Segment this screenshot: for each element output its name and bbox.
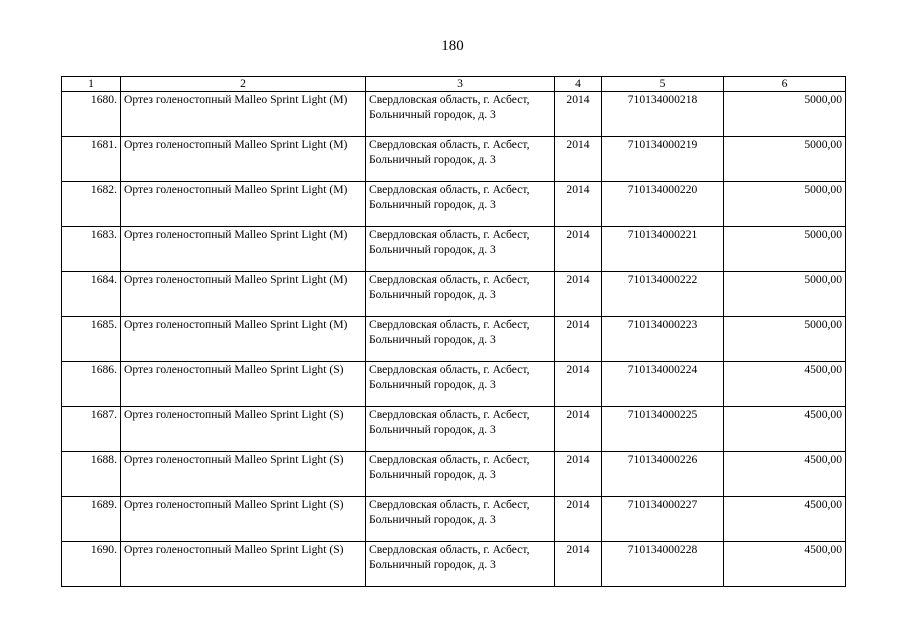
price-cell: 4500,00 bbox=[724, 542, 846, 587]
table-row bbox=[62, 182, 846, 227]
column-header: 1 bbox=[62, 77, 121, 92]
address-cell: Свердловская область, г. Асбест, Больничный городок, д. 3 bbox=[366, 362, 555, 407]
address-cell: Свердловская область, г. Асбест, Больничный городок, д. 3 bbox=[366, 182, 555, 227]
year-cell: 2014 bbox=[555, 452, 602, 497]
row-number-cell: 1685. bbox=[62, 317, 121, 362]
row-number-cell: 1684. bbox=[62, 272, 121, 317]
item-name-cell: Ортез голеностопный Malleo Sprint Light (S) bbox=[121, 452, 366, 497]
row-number-cell: 1686. bbox=[62, 362, 121, 407]
table-row bbox=[62, 542, 846, 587]
address-cell: Свердловская область, г. Асбест, Больничный городок, д. 3 bbox=[366, 317, 555, 362]
address-cell: Свердловская область, г. Асбест, Больничный городок, д. 3 bbox=[366, 92, 555, 137]
price-cell: 5000,00 bbox=[724, 272, 846, 317]
column-header: 3 bbox=[366, 77, 555, 92]
row-number-cell: 1688. bbox=[62, 452, 121, 497]
item-name-cell: Ортез голеностопный Malleo Sprint Light (M) bbox=[121, 137, 366, 182]
inventory-code-cell: 710134000228 bbox=[602, 542, 724, 587]
row-number-cell: 1680. bbox=[62, 92, 121, 137]
price-cell: 4500,00 bbox=[724, 407, 846, 452]
address-cell: Свердловская область, г. Асбест, Больничный городок, д. 3 bbox=[366, 227, 555, 272]
table-row bbox=[62, 272, 846, 317]
address-cell: Свердловская область, г. Асбест, Больничный городок, д. 3 bbox=[366, 272, 555, 317]
year-cell: 2014 bbox=[555, 182, 602, 227]
year-cell: 2014 bbox=[555, 92, 602, 137]
column-header: 5 bbox=[602, 77, 724, 92]
inventory-code-cell: 710134000219 bbox=[602, 137, 724, 182]
price-cell: 5000,00 bbox=[724, 92, 846, 137]
table-row bbox=[62, 137, 846, 182]
table-row bbox=[62, 317, 846, 362]
inventory-code-cell: 710134000226 bbox=[602, 452, 724, 497]
inventory-code-cell: 710134000220 bbox=[602, 182, 724, 227]
inventory-code-cell: 710134000221 bbox=[602, 227, 724, 272]
inventory-code-cell: 710134000223 bbox=[602, 317, 724, 362]
table-row bbox=[62, 362, 846, 407]
registry-table bbox=[61, 76, 846, 587]
row-number-cell: 1690. bbox=[62, 542, 121, 587]
price-cell: 5000,00 bbox=[724, 182, 846, 227]
address-cell: Свердловская область, г. Асбест, Больничный городок, д. 3 bbox=[366, 137, 555, 182]
year-cell: 2014 bbox=[555, 227, 602, 272]
row-number-cell: 1681. bbox=[62, 137, 121, 182]
table-row bbox=[62, 407, 846, 452]
item-name-cell: Ортез голеностопный Malleo Sprint Light (S) bbox=[121, 407, 366, 452]
row-number-cell: 1682. bbox=[62, 182, 121, 227]
item-name-cell: Ортез голеностопный Malleo Sprint Light (M) bbox=[121, 272, 366, 317]
inventory-code-cell: 710134000227 bbox=[602, 497, 724, 542]
price-cell: 4500,00 bbox=[724, 452, 846, 497]
price-cell: 5000,00 bbox=[724, 317, 846, 362]
column-header: 4 bbox=[555, 77, 602, 92]
price-cell: 4500,00 bbox=[724, 362, 846, 407]
price-cell: 4500,00 bbox=[724, 497, 846, 542]
column-header: 6 bbox=[724, 77, 846, 92]
address-cell: Свердловская область, г. Асбест, Больничный городок, д. 3 bbox=[366, 497, 555, 542]
address-cell: Свердловская область, г. Асбест, Больничный городок, д. 3 bbox=[366, 452, 555, 497]
item-name-cell: Ортез голеностопный Malleo Sprint Light (M) bbox=[121, 227, 366, 272]
row-number-cell: 1689. bbox=[62, 497, 121, 542]
row-number-cell: 1687. bbox=[62, 407, 121, 452]
table-row bbox=[62, 227, 846, 272]
address-cell: Свердловская область, г. Асбест, Больничный городок, д. 3 bbox=[366, 407, 555, 452]
table-row bbox=[62, 497, 846, 542]
item-name-cell: Ортез голеностопный Malleo Sprint Light (S) bbox=[121, 542, 366, 587]
year-cell: 2014 bbox=[555, 137, 602, 182]
table-body bbox=[62, 92, 846, 587]
year-cell: 2014 bbox=[555, 497, 602, 542]
table-row bbox=[62, 92, 846, 137]
row-number-cell: 1683. bbox=[62, 227, 121, 272]
item-name-cell: Ортез голеностопный Malleo Sprint Light (M) bbox=[121, 317, 366, 362]
inventory-code-cell: 710134000225 bbox=[602, 407, 724, 452]
header-row bbox=[62, 77, 846, 92]
inventory-code-cell: 710134000224 bbox=[602, 362, 724, 407]
item-name-cell: Ортез голеностопный Malleo Sprint Light (S) bbox=[121, 497, 366, 542]
price-cell: 5000,00 bbox=[724, 137, 846, 182]
year-cell: 2014 bbox=[555, 542, 602, 587]
column-header: 2 bbox=[121, 77, 366, 92]
item-name-cell: Ортез голеностопный Malleo Sprint Light (M) bbox=[121, 92, 366, 137]
inventory-code-cell: 710134000218 bbox=[602, 92, 724, 137]
year-cell: 2014 bbox=[555, 272, 602, 317]
table-row bbox=[62, 452, 846, 497]
item-name-cell: Ортез голеностопный Malleo Sprint Light (M) bbox=[121, 182, 366, 227]
address-cell: Свердловская область, г. Асбест, Больничный городок, д. 3 bbox=[366, 542, 555, 587]
inventory-code-cell: 710134000222 bbox=[602, 272, 724, 317]
year-cell: 2014 bbox=[555, 317, 602, 362]
page-number: 180 bbox=[441, 38, 464, 54]
item-name-cell: Ортез голеностопный Malleo Sprint Light (S) bbox=[121, 362, 366, 407]
year-cell: 2014 bbox=[555, 362, 602, 407]
year-cell: 2014 bbox=[555, 407, 602, 452]
price-cell: 5000,00 bbox=[724, 227, 846, 272]
